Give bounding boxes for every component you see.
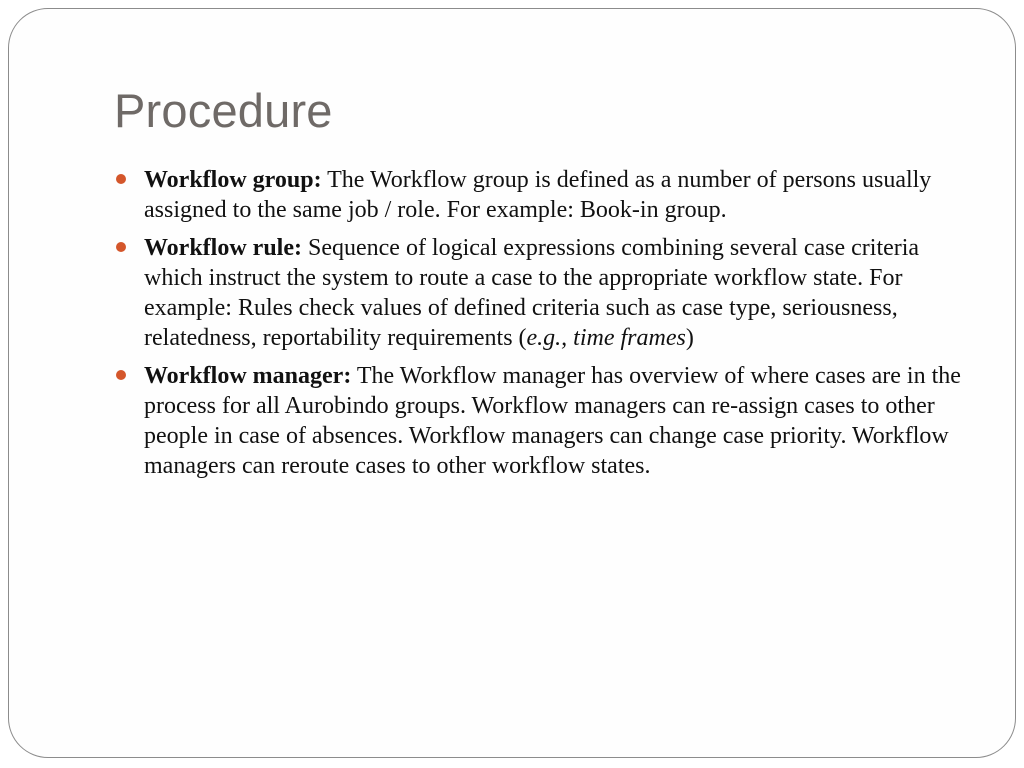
bullet-item-workflow-manager — [144, 361, 964, 481]
bullet-dot-icon — [116, 370, 126, 380]
bullet-text: The Workflow manager has overview of where cases are in the process for all Aurobindo groups. Workflow managers can re-assign cases to other people in case of absences. Workflow managers can change case priority. Workflow managers can reroute cases to other workflow states. — [144, 363, 961, 479]
bullet-item-workflow-group — [144, 165, 964, 225]
bullet-text: Sequence of logical expressions combining several case criteria which instruct the system to route a case to the appropriate workflow state. For example: Rules check values of defined criteria such as case type, seriousness, relatedness, reportability requirements ( — [144, 235, 920, 351]
bullet-item-workflow-rule — [144, 233, 964, 353]
bullet-term: Workflow group: — [144, 167, 322, 193]
bullet-dot-icon — [116, 242, 126, 252]
bullet-suffix: ) — [685, 325, 694, 351]
bullet-text: The Workflow group is defined as a number of persons usually assigned to the same job / role. For example: Book-in group. — [144, 167, 932, 223]
bullet-italic-text: e.g., time frames — [526, 325, 686, 351]
slide-title: Procedure — [114, 84, 333, 137]
bullet-dot-icon — [116, 174, 126, 184]
bullet-list — [144, 165, 964, 489]
bullet-term: Workflow rule: — [144, 235, 302, 261]
bullet-term: Workflow manager: — [144, 363, 352, 389]
